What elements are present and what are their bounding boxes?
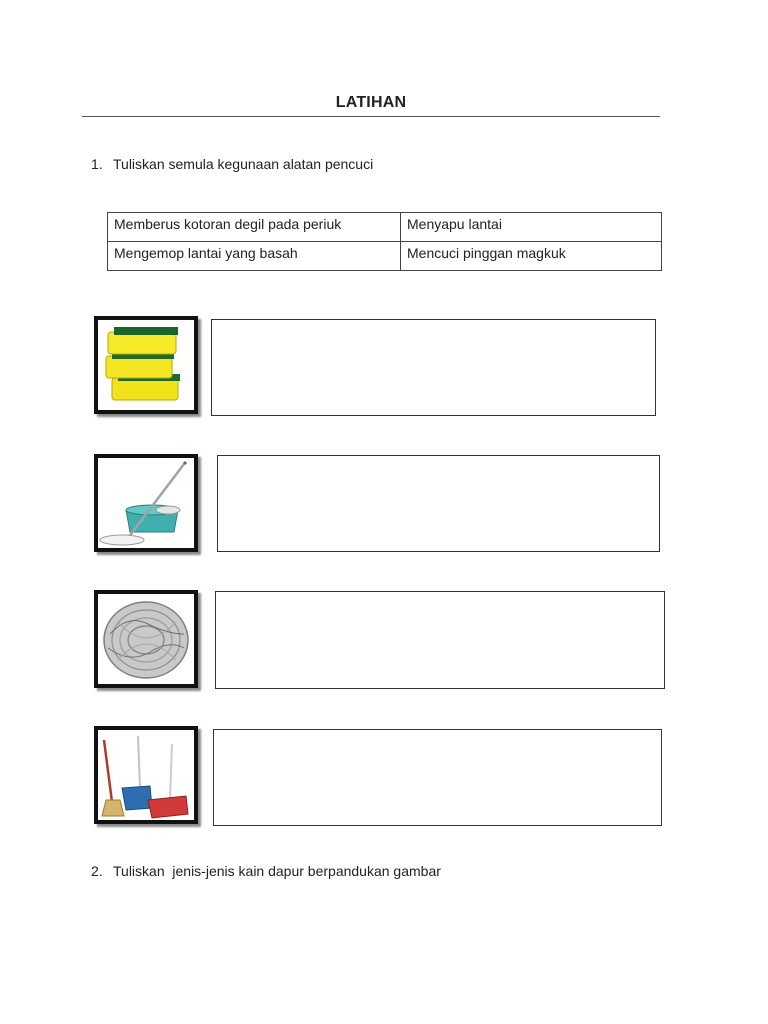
mop-bucket-icon xyxy=(94,454,198,552)
answer-box-4[interactable] xyxy=(213,729,662,826)
title-underline xyxy=(82,116,660,117)
question-1-text: Tuliskan semula kegunaan alatan pencuci xyxy=(113,156,374,172)
table-row xyxy=(108,242,662,271)
answer-box-1[interactable] xyxy=(211,319,656,416)
sponge-icon xyxy=(94,316,198,414)
question-1-number: 1. xyxy=(91,156,103,172)
option-cell: Mencuci pinggan magkuk xyxy=(401,242,662,271)
options-table xyxy=(107,212,662,271)
page-title: LATIHAN xyxy=(335,94,407,111)
question-1 xyxy=(91,156,373,172)
broom-dustpan-icon xyxy=(94,726,198,824)
question-2-text: Tuliskan jenis-jenis kain dapur berpandukan gambar xyxy=(113,863,441,879)
question-2-number: 2. xyxy=(91,863,103,879)
option-cell: Memberus kotoran degil pada periuk xyxy=(108,213,401,242)
answer-box-3[interactable] xyxy=(215,591,665,689)
table-row xyxy=(108,213,662,242)
option-cell: Menyapu lantai xyxy=(401,213,662,242)
steel-wool-scrubber-icon xyxy=(94,590,198,688)
option-cell: Mengemop lantai yang basah xyxy=(108,242,401,271)
answer-box-2[interactable] xyxy=(217,455,660,552)
question-2 xyxy=(91,863,441,879)
